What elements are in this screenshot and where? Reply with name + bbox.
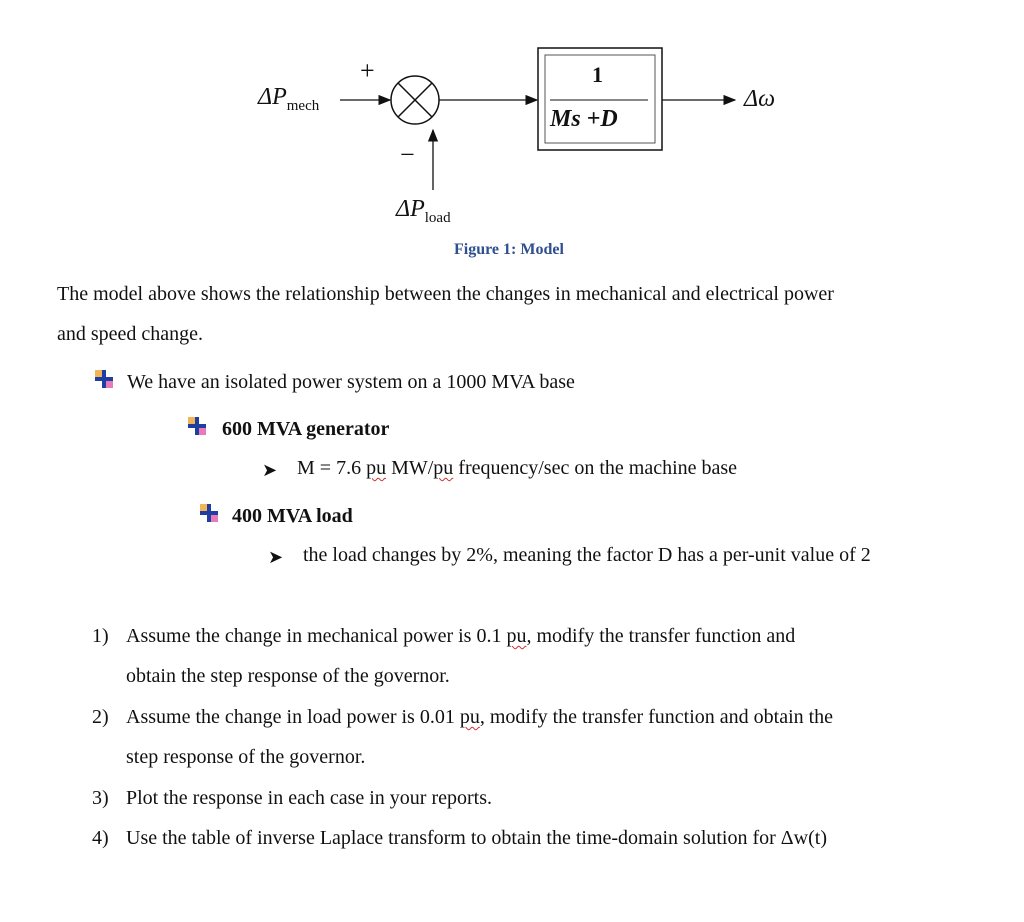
bullet-isolated-system: We have an isolated power system on a 1000 MVA base [127,371,575,393]
bullet-plus-icon [198,502,220,524]
tf-denominator: Ms +D [550,106,618,132]
question-1-line-2: obtain the step response of the governor. [126,665,450,687]
question-2: 2) Assume the change in load power is 0.01 pu, modify the transfer function and obtain the [92,706,834,728]
figure-caption: Figure 1: Model [454,241,564,258]
load-label: $\Delta P_{load}$ [396,196,451,226]
generator-inertia-text: M = 7.6 pu MW/pu frequency/sec on the machine base [297,457,738,479]
bullet-plus-icon [186,415,208,437]
bullet-generator: 600 MVA generator [222,418,390,440]
tf-numerator: 1 [592,62,603,87]
bullet-plus-icon [93,368,115,390]
intro-line-2: and speed change. [57,323,204,345]
plus-sign: + [360,56,375,85]
minus-sign: − [400,140,415,169]
arrow-bullet-icon: ➤ [262,460,278,480]
load-damping-text: the load changes by 2%, meaning the factor D has a per-unit value of 2 [303,544,871,566]
intro-line-1: The model above shows the relationship between the changes in mechanical and electrical power [57,283,834,305]
question-1: 1) Assume the change in mechanical power is 0.1 pu, modify the transfer function and [92,625,796,647]
question-3: 3) Plot the response in each case in your reports. [92,787,493,809]
question-2-line-2: step response of the governor. [126,746,366,768]
output-label: Δω [744,86,776,112]
arrow-bullet-icon: ➤ [268,547,284,567]
question-4: 4) Use the table of inverse Laplace transform to obtain the time-domain solution for Δw(t) [92,827,827,849]
block-diagram [0,0,1024,260]
input-label: $\Delta P_{mech}$ [258,84,320,114]
bullet-load: 400 MVA load [232,505,353,527]
